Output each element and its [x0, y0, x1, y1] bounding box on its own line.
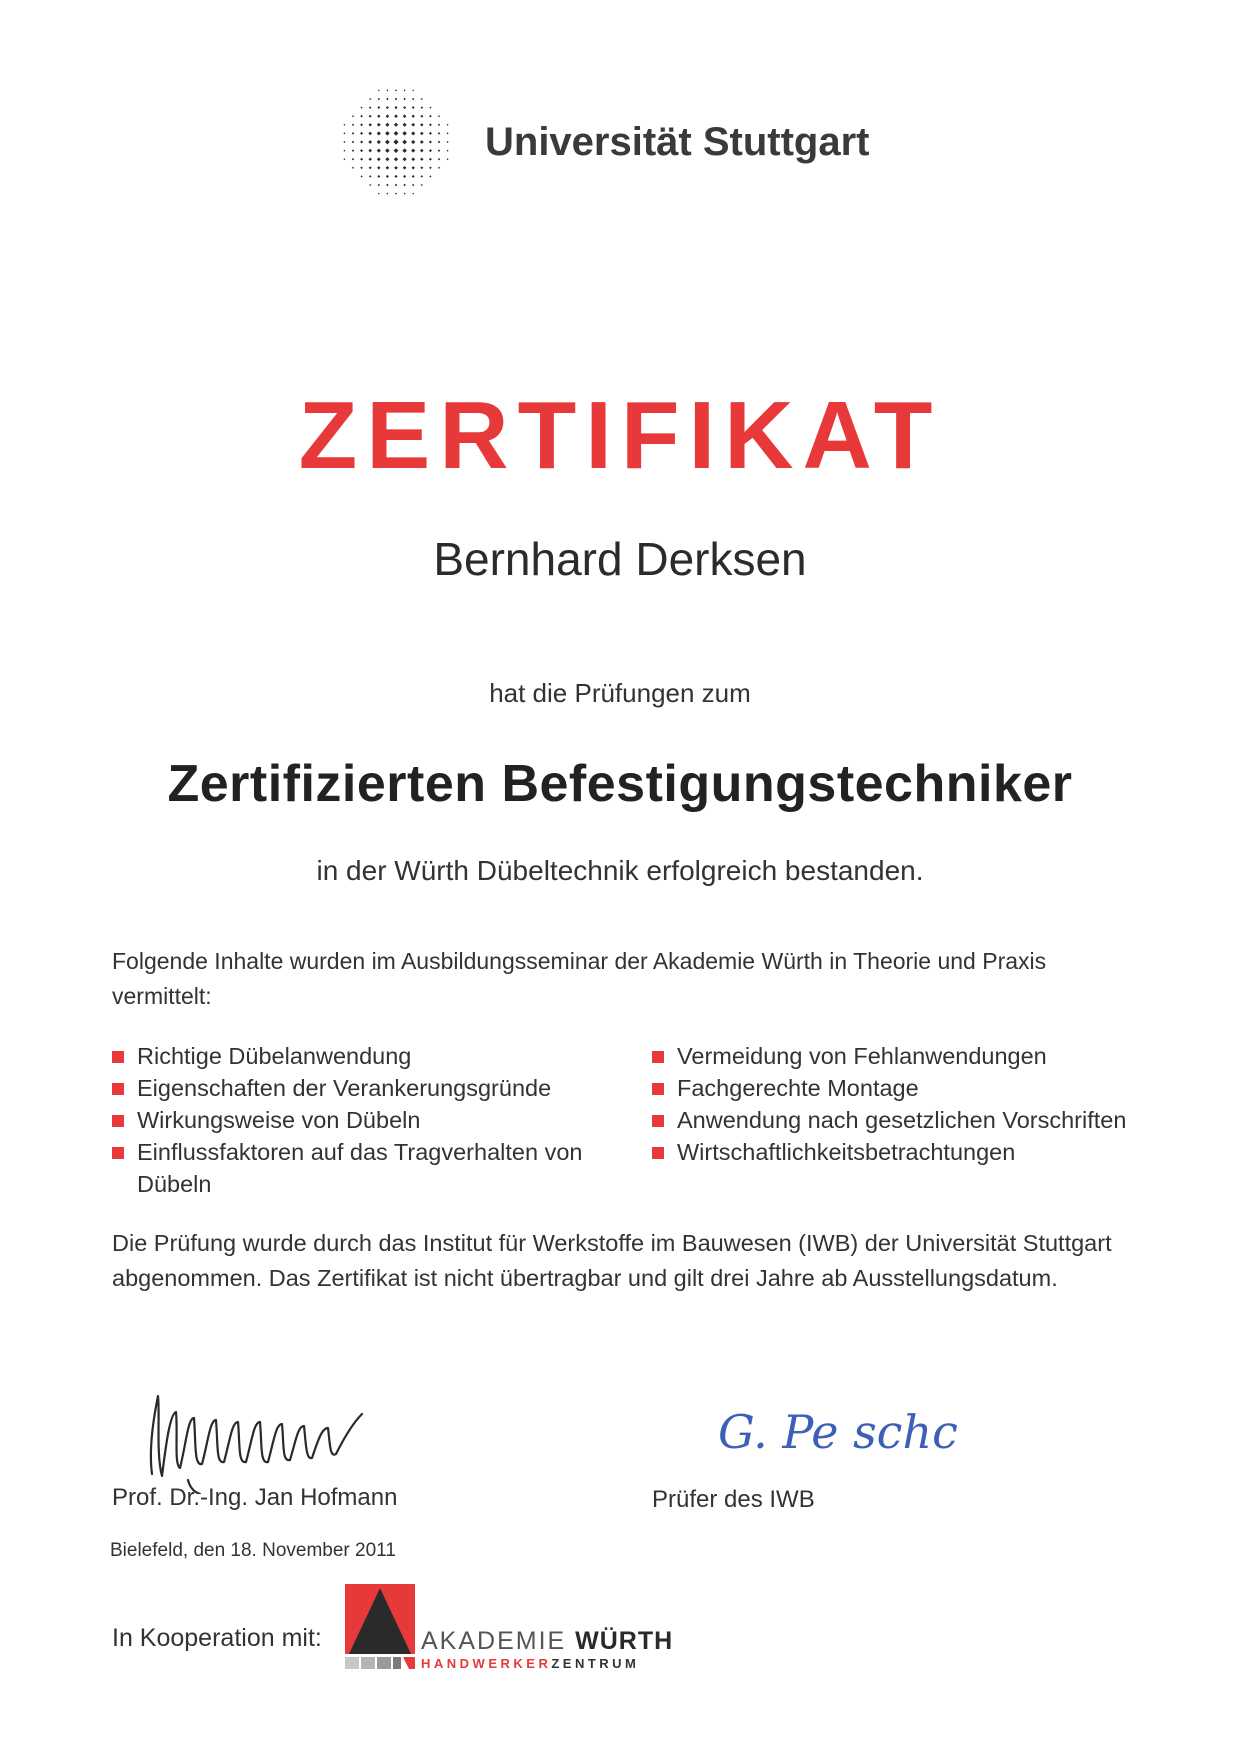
passed-text: in der Würth Dübeltechnik erfolgreich bestanden.: [316, 855, 924, 886]
list-item-label: Fachgerechte Montage: [677, 1075, 919, 1101]
topic-list-right: [652, 1040, 1172, 1168]
list-item-label: Wirkungsweise von Dübeln: [137, 1107, 421, 1133]
bullet-square-icon: [652, 1083, 664, 1095]
bullet-square-icon: [112, 1115, 124, 1127]
bullet-square-icon: [112, 1147, 124, 1159]
cooperation-label: In Kooperation mit:: [112, 1624, 322, 1652]
list-item: [112, 1072, 612, 1104]
logo-zentrum-text: ZENTRUM: [551, 1656, 640, 1671]
list-item: [652, 1040, 1172, 1072]
logo-handwerker-text: HANDWERKERZENTRUM: [421, 1656, 640, 1671]
university-name: Universität Stuttgart: [485, 120, 870, 164]
list-item: [652, 1104, 1172, 1136]
list-item: [652, 1072, 1172, 1104]
signer-left-name: Prof. Dr.-Ing. Jan Hofmann: [112, 1484, 398, 1511]
list-item-label: Wirtschaftlichkeitsbetrachtungen: [677, 1139, 1016, 1165]
content-intro: Folgende Inhalte wurden im Ausbildungsseminar der Akademie Würth in Theorie und Praxis vermittelt:: [112, 948, 1047, 1009]
exam-note: Die Prüfung wurde durch das Institut für Werkstoffe im Bauwesen (IWB) der Universität Stuttgart abgenommen. Das Zertifikat ist nicht übertragbar und gilt drei Jahre ab Ausstellungsdatum.: [112, 1230, 1112, 1291]
bullet-square-icon: [652, 1051, 664, 1063]
bullet-square-icon: [112, 1083, 124, 1095]
logo-bars-icon: [345, 1657, 415, 1669]
bullet-square-icon: [652, 1115, 664, 1127]
logo-akademie-text: AKADEMIE WÜRTH: [421, 1627, 674, 1655]
signature-left: [130, 1384, 400, 1494]
list-item-label: Richtige Dübelanwendung: [137, 1043, 412, 1069]
topic-list-left: [112, 1040, 612, 1200]
list-item-label: Anwendung nach gesetzlichen Vorschriften: [677, 1107, 1127, 1133]
university-logo-icon: [336, 82, 456, 202]
wuerth-triangle-icon: [345, 1584, 415, 1654]
signature-right: [712, 1390, 982, 1470]
list-item: [112, 1104, 612, 1136]
recipient-name: Bernhard Derksen: [433, 533, 807, 585]
intro-text: hat die Prüfungen zum: [489, 678, 751, 708]
signer-right-name: Prüfer des IWB: [652, 1486, 815, 1513]
signature-right-text: G. Pe schc: [718, 1405, 958, 1459]
qualification-title: Zertifizierten Befestigungstechniker: [167, 755, 1073, 813]
list-item-label: Vermeidung von Fehlanwendungen: [677, 1043, 1047, 1069]
list-item: [112, 1136, 612, 1200]
list-item-label: Eigenschaften der Verankerungsgründe: [137, 1075, 552, 1101]
list-item: [112, 1040, 612, 1072]
place-date: Bielefeld, den 18. November 2011: [110, 1540, 396, 1561]
list-item: [652, 1136, 1172, 1168]
bullet-square-icon: [112, 1051, 124, 1063]
bullet-square-icon: [652, 1147, 664, 1159]
list-item-label: Einflussfaktoren auf das Tragverhalten von Dübeln: [137, 1139, 583, 1197]
logo-wuerth-text: WÜRTH: [575, 1627, 674, 1655]
akademie-wuerth-logo: [345, 1584, 674, 1674]
certificate-title: ZERTIFIKAT: [298, 382, 942, 489]
